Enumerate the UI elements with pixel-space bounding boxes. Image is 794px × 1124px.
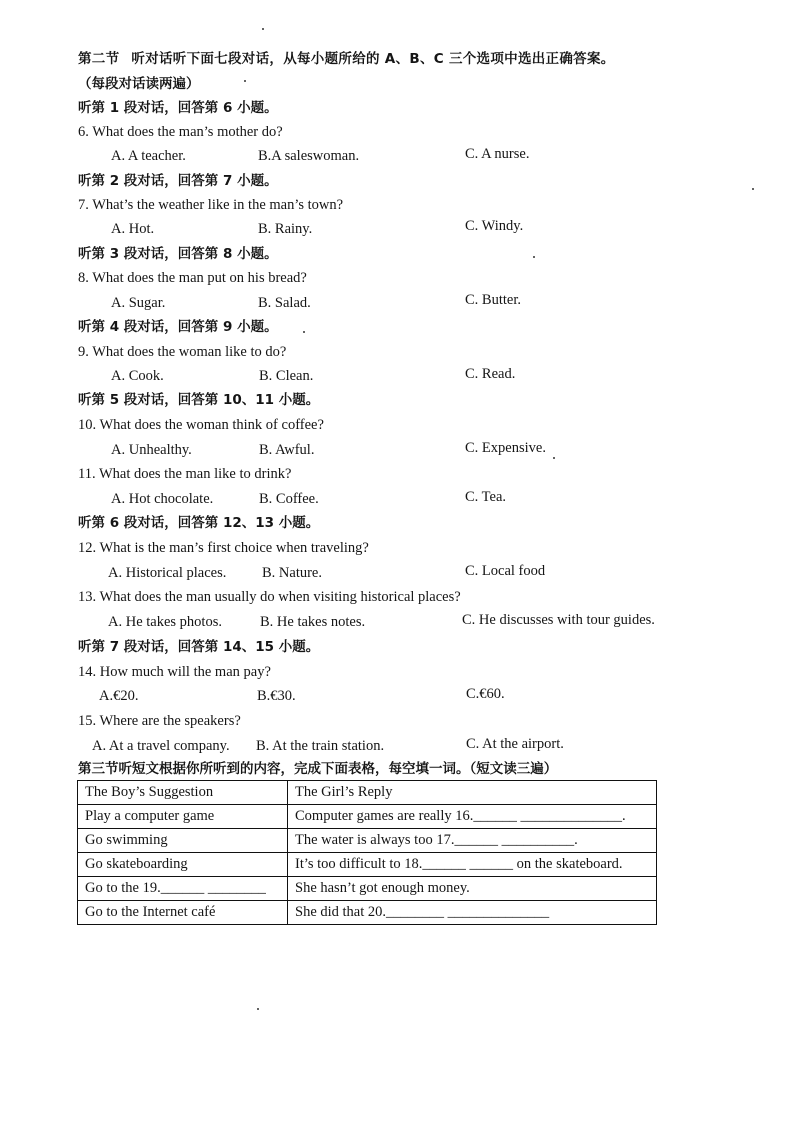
question-11: 11. What does the man like to drink? xyxy=(78,466,292,482)
option-b: B. At the train station. xyxy=(256,738,385,754)
option-c: C. Expensive. xyxy=(465,440,546,456)
option-a: A. Sugar. xyxy=(111,295,166,311)
question-10: 10. What does the woman think of coffee? xyxy=(78,417,324,433)
table-cell-suggestion: Go skateboarding xyxy=(78,853,288,877)
option-a: A. He takes photos. xyxy=(108,614,222,630)
scan-speck xyxy=(262,28,264,30)
table-cell-reply: She did that 20.________ ______________ xyxy=(288,901,657,925)
question-12: 12. What is the man’s first choice when traveling? xyxy=(78,540,369,556)
group-instruction: 听第 6 段对话，回答第 12、13 小题。 xyxy=(78,515,320,531)
option-c: C.€60. xyxy=(466,686,505,702)
scan-speck xyxy=(553,457,555,459)
question-15: 15. Where are the speakers? xyxy=(78,713,241,729)
question-6: 6. What does the man’s mother do? xyxy=(78,124,283,140)
table-cell-reply: Computer games are really 16.______ ______________. xyxy=(288,805,657,829)
option-b: B.A saleswoman. xyxy=(258,148,360,164)
table-row xyxy=(78,901,657,925)
option-c: C. Read. xyxy=(465,366,516,382)
option-b: B. Salad. xyxy=(258,295,311,311)
option-c: C. Windy. xyxy=(465,218,524,234)
option-c: C. Tea. xyxy=(465,489,507,505)
question-9: 9. What does the woman like to do? xyxy=(78,344,287,360)
group-instruction: 听第 4 段对话，回答第 9 小题。 xyxy=(78,319,278,335)
option-b: B. Coffee. xyxy=(259,491,319,507)
group-instruction: 听第 7 段对话，回答第 14、15 小题。 xyxy=(78,639,320,655)
group-instruction: 听第 5 段对话，回答第 10、11 小题。 xyxy=(78,392,320,408)
section2-instruction: 听对话听下面七段对话，从每小题所给的 A、B、C 三个选项中选出正确答案。 xyxy=(131,51,615,67)
option-c: C. At the airport. xyxy=(466,736,564,752)
group-instruction: 听第 1 段对话，回答第 6 小题。 xyxy=(78,100,278,116)
table-header-suggestion: The Boy’s Suggestion xyxy=(78,781,288,805)
question-8: 8. What does the man put on his bread? xyxy=(78,270,307,286)
option-b: B. He takes notes. xyxy=(260,614,366,630)
option-c: C. Butter. xyxy=(465,292,521,308)
table-header-row xyxy=(78,781,657,805)
table-row xyxy=(78,877,657,901)
table-header-reply: The Girl’s Reply xyxy=(288,781,657,805)
answer-table xyxy=(77,780,657,925)
option-a: A. Hot chocolate. xyxy=(111,491,214,507)
option-a: A. At a travel company. xyxy=(92,738,230,754)
option-b: B.€30. xyxy=(257,688,296,704)
option-b: B. Clean. xyxy=(259,368,314,384)
scan-speck xyxy=(257,1008,259,1010)
table-row xyxy=(78,853,657,877)
option-a: A. Historical places. xyxy=(108,565,227,581)
option-a: A.€20. xyxy=(99,688,139,704)
option-b: B. Rainy. xyxy=(258,221,313,237)
question-13: 13. What does the man usually do when visiting historical places? xyxy=(78,589,461,605)
section2-title: 第二节 xyxy=(78,51,120,67)
option-a: A. Hot. xyxy=(111,221,155,237)
group-instruction: 听第 2 段对话，回答第 7 小题。 xyxy=(78,173,278,189)
question-14: 14. How much will the man pay? xyxy=(78,664,271,680)
group-instruction: 听第 3 段对话，回答第 8 小题。 xyxy=(78,246,278,262)
scan-speck xyxy=(303,331,305,333)
option-b: B. Awful. xyxy=(259,442,315,458)
option-a: A. A teacher. xyxy=(111,148,186,164)
table-cell-suggestion: Go swimming xyxy=(78,829,288,853)
option-b: B. Nature. xyxy=(262,565,322,581)
table-cell-reply: She hasn’t got enough money. xyxy=(288,877,657,901)
table-row xyxy=(78,805,657,829)
table-row xyxy=(78,829,657,853)
scan-speck xyxy=(752,188,754,190)
option-a: A. Cook. xyxy=(111,368,164,384)
scan-speck xyxy=(244,80,246,82)
table-cell-reply: It’s too difficult to 18.______ ______ on the skateboard. xyxy=(288,853,657,877)
table-cell-suggestion: Go to the Internet café xyxy=(78,901,288,925)
option-c: C. He discusses with tour guides. xyxy=(462,612,655,628)
question-7: 7. What’s the weather like in the man’s town? xyxy=(78,197,344,213)
table-cell-reply: The water is always too 17.______ __________. xyxy=(288,829,657,853)
section2-heading xyxy=(78,50,615,68)
option-c: C. A nurse. xyxy=(465,146,530,162)
option-c: C. Local food xyxy=(465,563,546,579)
section3-instruction: 第三节听短文根据你所听到的内容，完成下面表格，每空填一词。（短文读三遍） xyxy=(78,761,558,777)
section2-note: （每段对话读两遍） xyxy=(78,76,200,92)
option-a: A. Unhealthy. xyxy=(111,442,192,458)
scan-speck xyxy=(533,256,535,258)
table-cell-suggestion: Play a computer game xyxy=(78,805,288,829)
table-cell-suggestion: Go to the 19.______ ________ xyxy=(78,877,288,901)
